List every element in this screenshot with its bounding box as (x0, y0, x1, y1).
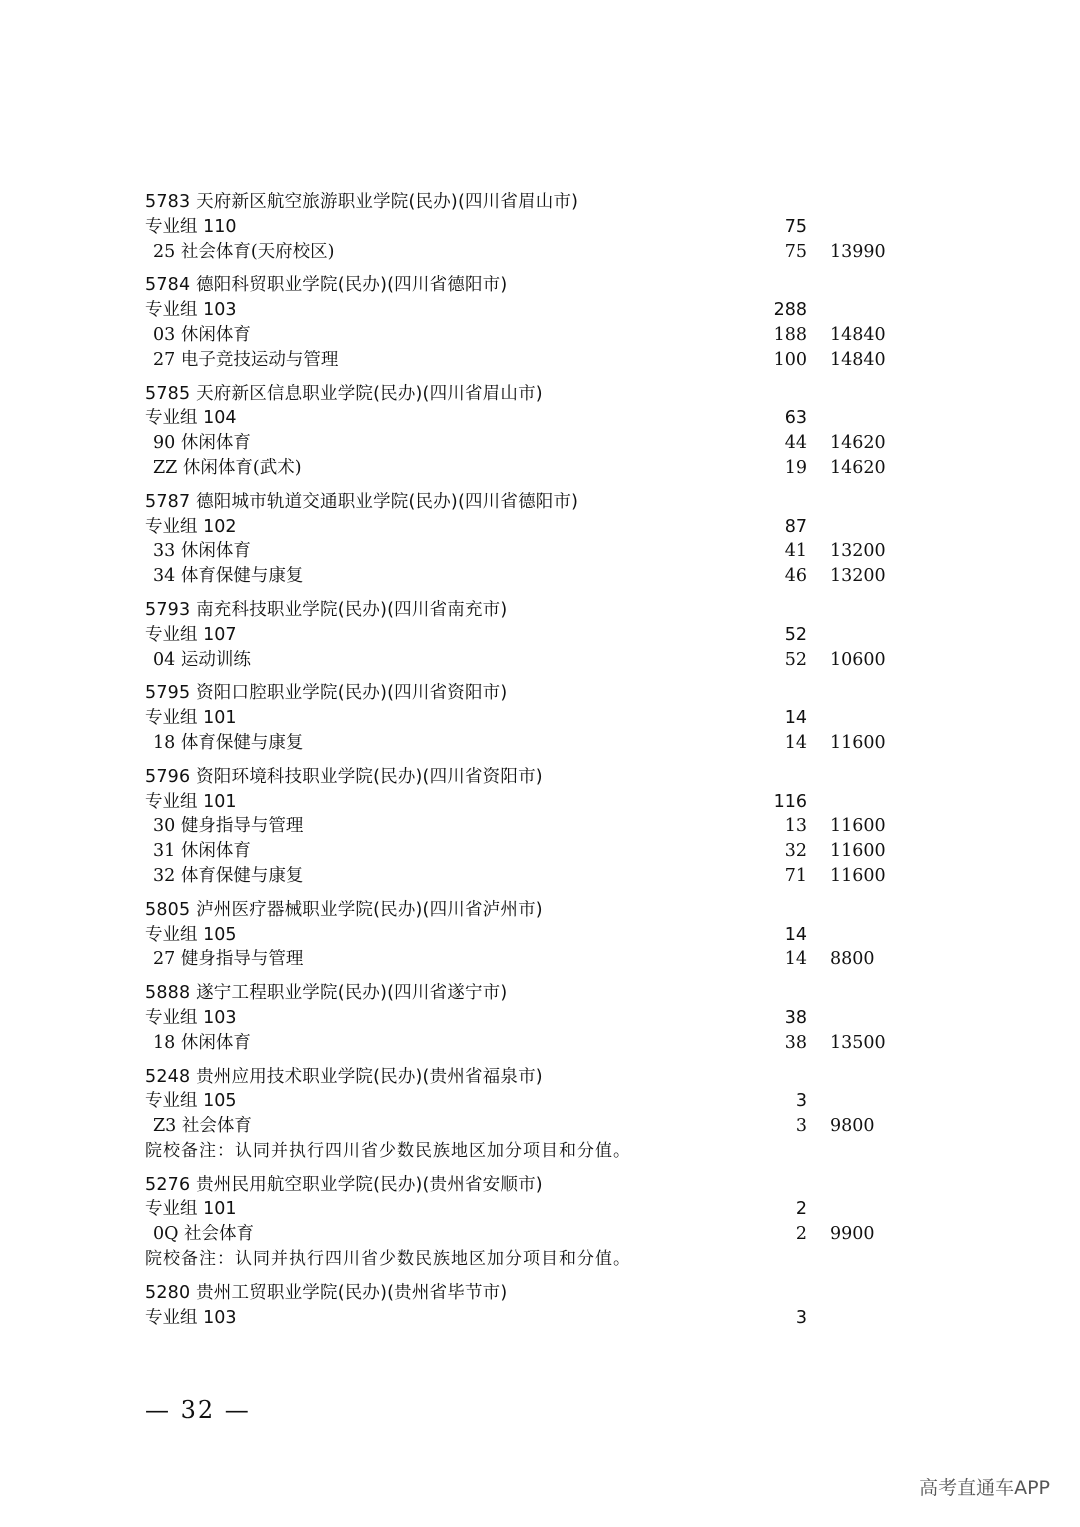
tuition-fee: 14840 (830, 324, 886, 345)
major-name: 31 休闲体育 (153, 841, 251, 862)
tuition-fee: 8800 (830, 949, 875, 970)
major-group-label: 专业组 101 (145, 708, 237, 729)
major-group-label: 专业组 105 (145, 924, 237, 945)
school-name: 5280 贵州工贸职业学院(民办)(贵州省毕节市) (145, 1282, 508, 1303)
school-block (145, 898, 945, 972)
group-plan-count: 52 (784, 624, 807, 645)
major-plan-count: 52 (784, 649, 807, 670)
major-plan-count: 14 (784, 949, 807, 970)
major-name: 03 休闲体育 (153, 324, 251, 345)
app-watermark: 高考直通车APP (919, 1477, 1050, 1499)
major-plan-count: 44 (784, 433, 807, 454)
major-group-row (145, 1306, 945, 1331)
school-header (145, 1281, 945, 1306)
major-name: 34 体育保健与康复 (153, 566, 304, 587)
major-plan-count: 41 (784, 541, 807, 562)
school-note (145, 1139, 945, 1164)
major-row (145, 1031, 945, 1056)
major-group-label: 专业组 101 (145, 1199, 237, 1220)
major-name: Z3 社会体育 (153, 1116, 252, 1137)
major-name: 27 电子竞技运动与管理 (153, 349, 339, 370)
school-block (145, 1281, 945, 1331)
major-group-label: 专业组 101 (145, 791, 237, 812)
major-group-label: 专业组 104 (145, 408, 237, 429)
major-row (145, 814, 945, 839)
major-group-row (145, 515, 945, 540)
major-name: 30 健身指导与管理 (153, 816, 304, 837)
major-row (145, 839, 945, 864)
tuition-fee: 11600 (830, 816, 886, 837)
major-group-label: 专业组 102 (145, 516, 237, 537)
school-block (145, 981, 945, 1055)
major-plan-count: 188 (773, 324, 807, 345)
school-name: 5795 资阳口腔职业学院(民办)(四川省资阳市) (145, 683, 508, 704)
school-header (145, 490, 945, 515)
page-number: — 32 — (145, 1396, 251, 1424)
school-header (145, 898, 945, 923)
major-row (145, 240, 945, 265)
school-block (145, 1065, 945, 1164)
school-note (145, 1247, 945, 1272)
major-row (145, 1114, 945, 1139)
major-plan-count: 46 (784, 566, 807, 587)
major-group-label: 专业组 110 (145, 216, 237, 237)
major-plan-count: 75 (784, 241, 807, 262)
school-name: 5276 贵州民用航空职业学院(民办)(贵州省安顺市) (145, 1174, 543, 1195)
group-plan-count: 63 (784, 408, 807, 429)
tuition-fee: 13200 (830, 566, 886, 587)
major-row (145, 1222, 945, 1247)
school-note-text: 院校备注：认同并执行四川省少数民族地区加分项目和分值。 (145, 1140, 631, 1161)
major-plan-count: 3 (795, 1116, 807, 1137)
major-plan-count: 100 (773, 349, 807, 370)
tuition-fee: 10600 (830, 649, 886, 670)
school-header (145, 1065, 945, 1090)
major-name: 18 体育保健与康复 (153, 732, 304, 753)
major-row (145, 431, 945, 456)
group-plan-count: 87 (784, 516, 807, 537)
major-name: 33 休闲体育 (153, 541, 251, 562)
tuition-fee: 14620 (830, 457, 886, 478)
major-group-label: 专业组 103 (145, 1007, 237, 1028)
major-name: 90 休闲体育 (153, 433, 251, 454)
major-group-row (145, 790, 945, 815)
major-row (145, 323, 945, 348)
major-plan-count: 2 (795, 1224, 807, 1245)
school-header (145, 382, 945, 407)
major-group-label: 专业组 103 (145, 1307, 237, 1328)
group-plan-count: 14 (784, 708, 807, 729)
major-group-row (145, 623, 945, 648)
group-plan-count: 288 (773, 300, 807, 321)
school-name: 5805 泸州医疗器械职业学院(民办)(四川省泸州市) (145, 899, 543, 920)
school-name: 5248 贵州应用技术职业学院(民办)(贵州省福泉市) (145, 1066, 543, 1087)
school-note-text: 院校备注：认同并执行四川省少数民族地区加分项目和分值。 (145, 1249, 631, 1270)
school-name: 5787 德阳城市轨道交通职业学院(民办)(四川省德阳市) (145, 491, 579, 512)
major-plan-count: 14 (784, 732, 807, 753)
school-header (145, 598, 945, 623)
school-header (145, 273, 945, 298)
major-group-row (145, 923, 945, 948)
school-header (145, 765, 945, 790)
major-group-label: 专业组 105 (145, 1091, 237, 1112)
tuition-fee: 9800 (830, 1116, 875, 1137)
major-name: 0Q 社会体育 (153, 1224, 255, 1245)
major-name: 18 休闲体育 (153, 1032, 251, 1053)
tuition-fee: 9900 (830, 1224, 875, 1245)
group-plan-count: 38 (784, 1007, 807, 1028)
school-block (145, 681, 945, 755)
tuition-fee: 11600 (830, 865, 886, 886)
major-group-row (145, 298, 945, 323)
major-group-label: 专业组 103 (145, 300, 237, 321)
major-row (145, 731, 945, 756)
school-name: 5783 天府新区航空旅游职业学院(民办)(四川省眉山市) (145, 192, 579, 212)
major-group-row (145, 1197, 945, 1222)
group-plan-count: 116 (773, 791, 807, 812)
tuition-fee: 13200 (830, 541, 886, 562)
major-row (145, 539, 945, 564)
school-block (145, 190, 945, 264)
major-plan-count: 71 (784, 865, 807, 886)
major-group-row (145, 1089, 945, 1114)
major-name: 32 体育保健与康复 (153, 865, 304, 886)
major-plan-count: 38 (784, 1032, 807, 1053)
group-plan-count: 14 (784, 924, 807, 945)
school-header (145, 681, 945, 706)
school-name: 5785 天府新区信息职业学院(民办)(四川省眉山市) (145, 383, 543, 404)
major-plan-count: 13 (784, 816, 807, 837)
school-block (145, 598, 945, 672)
major-row (145, 648, 945, 673)
major-plan-count: 32 (784, 841, 807, 862)
major-name: 27 健身指导与管理 (153, 949, 304, 970)
major-name: ZZ 休闲体育(武术) (153, 457, 302, 478)
school-block (145, 382, 945, 481)
major-row (145, 348, 945, 373)
tuition-fee: 14620 (830, 433, 886, 454)
major-row (145, 564, 945, 589)
major-name: 25 社会体育(天府校区) (153, 241, 335, 262)
major-group-row (145, 706, 945, 731)
tuition-fee: 11600 (830, 841, 886, 862)
school-name: 5784 德阳科贸职业学院(民办)(四川省德阳市) (145, 275, 508, 296)
school-block (145, 273, 945, 372)
school-block (145, 490, 945, 589)
group-plan-count: 75 (784, 216, 807, 237)
major-group-row (145, 1006, 945, 1031)
tuition-fee: 14840 (830, 349, 886, 370)
school-header (145, 981, 945, 1006)
tuition-fee: 13500 (830, 1032, 886, 1053)
tuition-fee: 13990 (830, 241, 886, 262)
major-plan-count: 19 (784, 457, 807, 478)
major-group-row (145, 406, 945, 431)
school-block (145, 765, 945, 889)
school-name: 5888 遂宁工程职业学院(民办)(四川省遂宁市) (145, 983, 508, 1004)
school-header (145, 1173, 945, 1198)
school-header (145, 190, 945, 215)
major-name: 04 运动训练 (153, 649, 251, 670)
major-row (145, 947, 945, 972)
major-group-label: 专业组 107 (145, 624, 237, 645)
major-group-row (145, 215, 945, 240)
admission-plan-list (145, 190, 945, 1339)
major-row (145, 864, 945, 889)
major-row (145, 456, 945, 481)
group-plan-count: 3 (795, 1307, 807, 1328)
school-name: 5793 南充科技职业学院(民办)(四川省南充市) (145, 599, 508, 620)
group-plan-count: 3 (795, 1091, 807, 1112)
tuition-fee: 11600 (830, 732, 886, 753)
school-block (145, 1173, 945, 1272)
school-name: 5796 资阳环境科技职业学院(民办)(四川省资阳市) (145, 766, 543, 787)
group-plan-count: 2 (795, 1199, 807, 1220)
